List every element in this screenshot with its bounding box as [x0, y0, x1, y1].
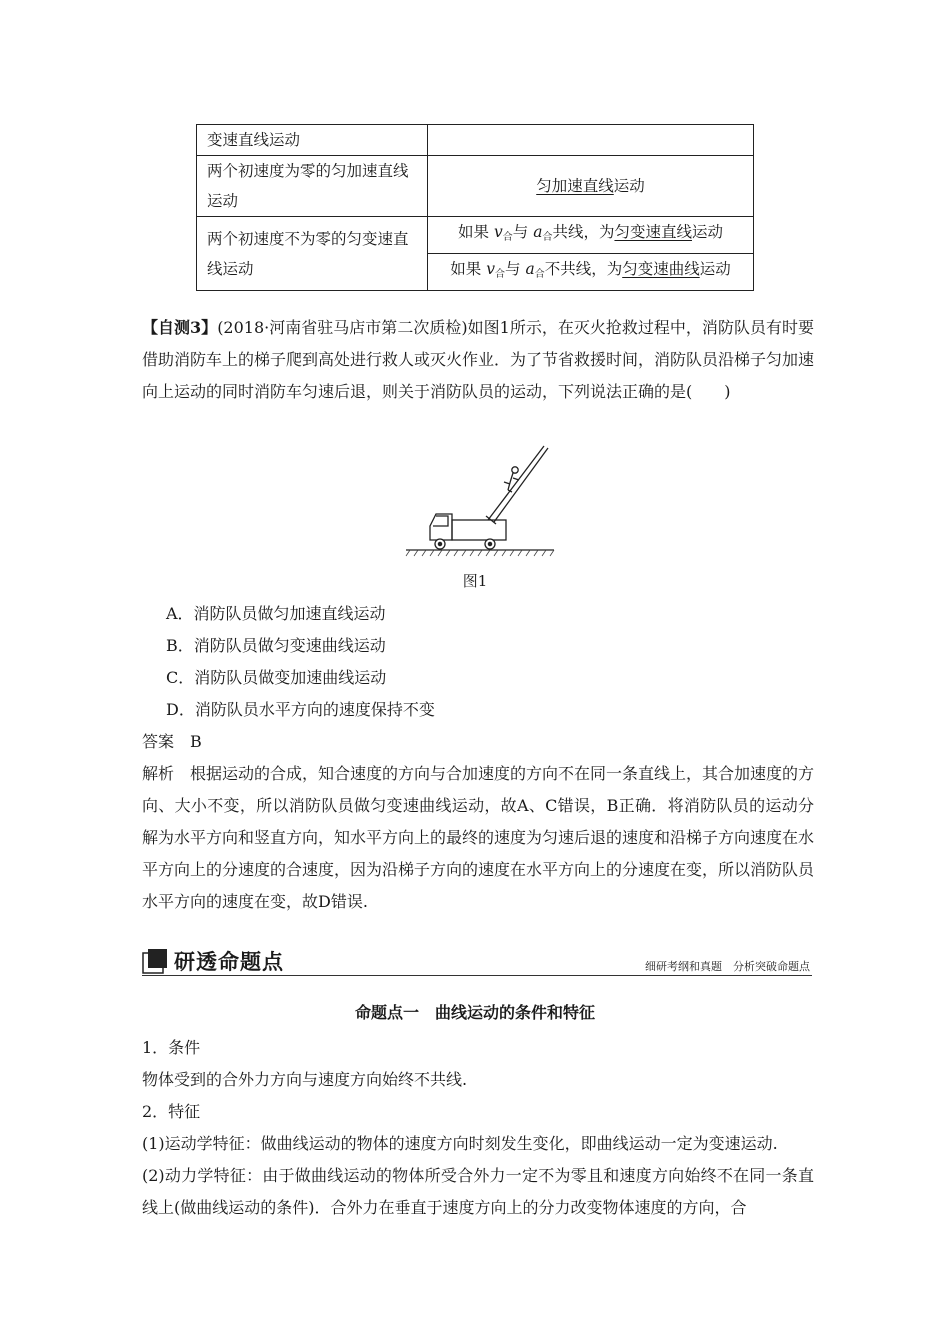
- motion-table: [196, 124, 754, 291]
- table-cell: [428, 254, 754, 291]
- section-divider: [142, 975, 812, 976]
- velocity-symbol: v: [493, 223, 503, 241]
- option-b: B．消防队员做匀变速曲线运动: [166, 636, 386, 655]
- table-cell: 两个初速度为零的匀加速直线运动: [197, 156, 428, 217]
- topic-paragraph-3: (2)动力学特征：由于做曲线运动的物体所受合外力一定不为零且和速度方向始终不在同一条直线上(做曲线运动的条件)．合外力在垂直于速度方向上的分力改变物体速度的方向，合: [142, 1166, 814, 1217]
- table-cell: 变速直线运动: [197, 125, 428, 156]
- acceleration-symbol: a: [533, 223, 543, 241]
- underlined-answer: 匀变速曲线: [622, 260, 700, 278]
- topic-title: 命题点一 曲线运动的条件和特征: [354, 1003, 595, 1022]
- table-cell: 两个初速度不为零的匀变速直线运动: [197, 217, 428, 291]
- cell-suffix: 运动: [691, 223, 723, 241]
- cell-text: 如果: [458, 223, 490, 241]
- underlined-answer: 匀变速直线: [614, 223, 692, 241]
- option-c: C．消防队员做变加速曲线运动: [166, 668, 387, 687]
- question-tag: 【自测3】: [142, 318, 218, 337]
- table-row: [197, 156, 754, 217]
- subscript: 合: [534, 269, 545, 280]
- velocity-symbol: v: [486, 260, 495, 278]
- question-text: (2018·河南省驻马店市第二次质检)如图1所示，在灭火抢救过程中，消防队员有时要借助消防车上的梯子爬到高处进行救人或灭火作业．为了节省救援时间，消防队员沿梯子匀加速向上运动的同时消防车匀速后退，则关于消防队员的运动，下列说法正确的是( ): [142, 318, 815, 401]
- topic-heading-1: 1．条件: [142, 1038, 201, 1057]
- cell-text: 不共线，为: [544, 260, 623, 278]
- cell-text: 与: [512, 223, 529, 241]
- table-cell: [428, 217, 754, 254]
- analysis-text: 解析 根据运动的合成，知合速度的方向与合加速度的方向不在同一条直线上，其合加速度的方向、大小不变，所以消防队员做匀变速曲线运动，故A、C错误，B正确．将消防队员的运动分解为水平方向和竖直方向，知水平方向上的最终的速度为匀速后退的速度和沿梯子方向速度在水平方向上的分速度的合速度，因为沿梯子方向的速度在水平方向上的分速度在变，所以消防队员水平方向的速度在变，故D错误.: [142, 764, 815, 911]
- option-a: A．消防队员做匀加速直线运动: [166, 604, 386, 623]
- acceleration-symbol: a: [525, 260, 535, 278]
- table-row: [197, 217, 754, 254]
- option-d: D．消防队员水平方向的速度保持不变: [166, 700, 435, 719]
- table-cell: [428, 156, 754, 217]
- cell-text: 与: [504, 260, 521, 278]
- topic-heading-2: 2．特征: [142, 1102, 201, 1121]
- subscript: 合: [542, 232, 553, 243]
- answer-line: 答案 B: [142, 732, 202, 751]
- section-subtitle: 细研考纲和真题 分析突破命题点: [645, 960, 810, 973]
- cell-suffix: 运动: [699, 260, 731, 278]
- subscript: 合: [494, 269, 505, 280]
- section-header: [142, 944, 812, 980]
- cell-suffix: 运动: [613, 177, 645, 195]
- figure-caption: 图1: [462, 572, 488, 590]
- cell-text: 共线，为: [552, 223, 615, 241]
- table-cell: [428, 125, 754, 156]
- fire-truck-ladder-figure: [400, 440, 560, 560]
- question-stem: [142, 312, 814, 408]
- subscript: 合: [502, 232, 513, 243]
- section-square-icon: [142, 948, 168, 974]
- underlined-answer: 匀加速直线: [536, 177, 614, 195]
- section-title: 研透命题点: [174, 950, 284, 974]
- cell-text: 如果: [450, 260, 482, 278]
- table-row: [197, 125, 754, 156]
- topic-paragraph-1: 物体受到的合外力方向与速度方向始终不共线.: [142, 1070, 468, 1089]
- topic-paragraph-2: (1)运动学特征：做曲线运动的物体的速度方向时刻发生变化，即曲线运动一定为变速运动.: [142, 1134, 778, 1153]
